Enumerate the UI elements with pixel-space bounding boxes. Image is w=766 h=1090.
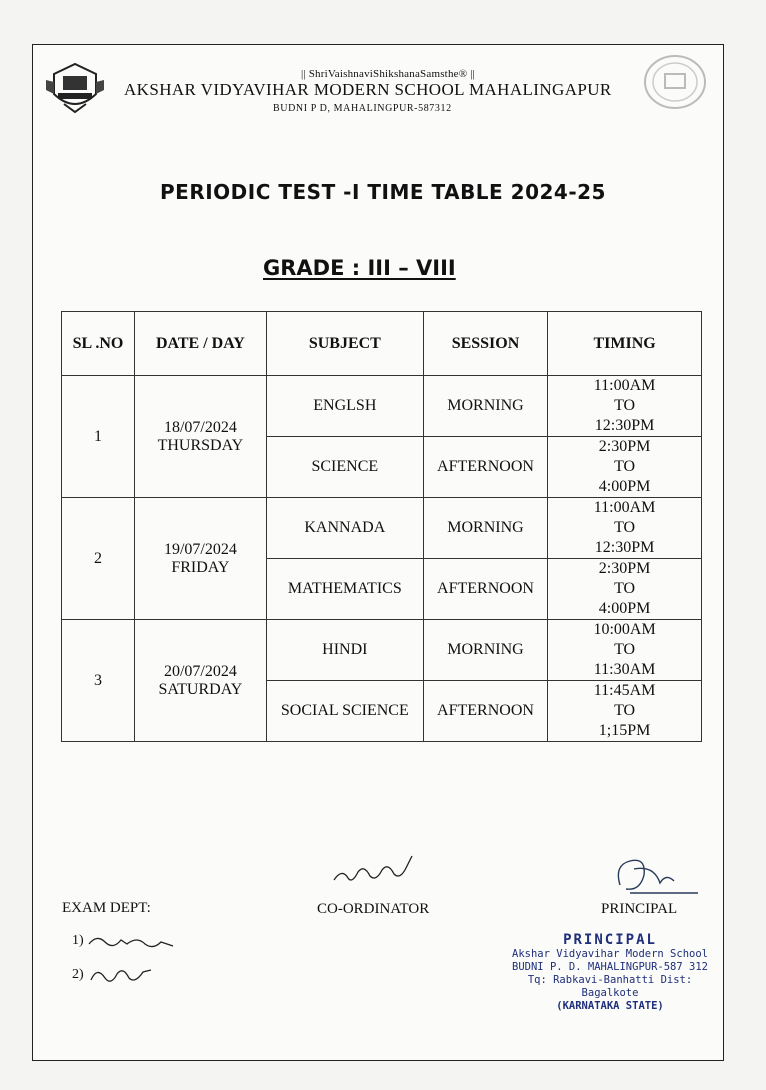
timing-cell <box>548 559 702 620</box>
school-name: AKSHAR VIDYAVIHAR MODERN SCHOOL MAHALINGAPUR <box>124 80 612 99</box>
time-to: 1;15PM <box>598 722 651 739</box>
subject-cell: MATHEMATICS <box>266 559 423 620</box>
subject-cell: HINDI <box>266 620 423 681</box>
timetable <box>61 311 702 742</box>
session-cell: MORNING <box>423 376 547 437</box>
time-to-word: TO <box>614 702 636 719</box>
time-from: 2:30PM <box>598 560 651 577</box>
principal-label: PRINCIPAL <box>601 901 678 917</box>
sig1-number: 1) <box>72 933 84 949</box>
table-row <box>62 620 702 681</box>
subject-cell: SCIENCE <box>266 437 423 498</box>
exam-signature-1 <box>72 930 182 956</box>
stamp-state: (KARNATAKA STATE) <box>556 1000 664 1012</box>
school-address: BUDNI P D, MAHALINGPUR-587312 <box>273 103 452 114</box>
time-to: 12:30PM <box>594 539 655 556</box>
date-day-cell <box>134 498 266 620</box>
date-text: 19/07/2024 <box>163 540 237 558</box>
stamp-address: BUDNI P. D. MAHALINGPUR-587 312 <box>512 961 708 973</box>
table-header-row <box>62 312 702 376</box>
grade-heading: GRADE : III – VIII <box>263 256 456 280</box>
session-cell: AFTERNOON <box>423 437 547 498</box>
day-text: SATURDAY <box>158 680 243 698</box>
time-from: 11:00AM <box>593 499 656 516</box>
time-to-word: TO <box>614 641 636 658</box>
col-header-session: SESSION <box>423 312 547 376</box>
sl-no-cell: 3 <box>62 620 135 742</box>
time-from: 11:45AM <box>593 682 656 699</box>
session-cell: AFTERNOON <box>423 681 547 742</box>
page-title: PERIODIC TEST -I TIME TABLE 2024-25 <box>160 180 606 204</box>
handwritten-signature-1 <box>87 930 177 952</box>
subject-cell: SOCIAL SCIENCE <box>266 681 423 742</box>
exam-signature-2 <box>72 962 182 992</box>
time-from: 2:30PM <box>598 438 651 455</box>
subject-cell: KANNADA <box>266 498 423 559</box>
col-header-subject: SUBJECT <box>266 312 423 376</box>
time-to-word: TO <box>614 458 636 475</box>
date-text: 18/07/2024 <box>163 418 237 436</box>
coordinator-label: CO-ORDINATOR <box>317 901 430 917</box>
sl-no-cell: 1 <box>62 376 135 498</box>
time-from: 10:00AM <box>593 621 656 638</box>
stamp-school: Akshar Vidyavihar Modern School <box>512 948 708 960</box>
date-text: 20/07/2024 <box>163 662 237 680</box>
timing-cell <box>548 620 702 681</box>
sig2-number: 2) <box>72 967 84 983</box>
session-cell: MORNING <box>423 498 547 559</box>
timing-cell <box>548 376 702 437</box>
timing-cell <box>548 681 702 742</box>
exam-dept-label: EXAM DEPT: <box>62 900 151 916</box>
time-to: 4:00PM <box>598 478 651 495</box>
table-row <box>62 376 702 437</box>
time-to-word: TO <box>614 519 636 536</box>
principal-signature <box>610 855 700 903</box>
sl-no-cell: 2 <box>62 498 135 620</box>
principal-stamp <box>505 932 715 1013</box>
time-to: 11:30AM <box>593 661 656 678</box>
watermark-seal-logo <box>640 52 710 112</box>
table-row <box>62 498 702 559</box>
coordinator-signature <box>330 850 420 890</box>
time-to-word: TO <box>614 397 636 414</box>
day-text: THURSDAY <box>157 436 244 454</box>
session-cell: AFTERNOON <box>423 559 547 620</box>
col-header-slno: SL .NO <box>62 312 135 376</box>
stamp-title: PRINCIPAL <box>563 932 657 948</box>
date-day-cell <box>134 620 266 742</box>
stamp-district: Tq: Rabkavi-Banhatti Dist: Bagalkote <box>527 974 693 999</box>
time-to: 4:00PM <box>598 600 651 617</box>
time-from: 11:00AM <box>593 377 656 394</box>
col-header-date: DATE / DAY <box>134 312 266 376</box>
timing-cell <box>548 498 702 559</box>
col-header-timing: TIMING <box>548 312 702 376</box>
time-to-word: TO <box>614 580 636 597</box>
session-cell: MORNING <box>423 620 547 681</box>
date-day-cell <box>134 376 266 498</box>
timing-cell <box>548 437 702 498</box>
trust-name: || ShriVaishnaviShikshanaSamsthe® || <box>300 68 476 80</box>
day-text: FRIDAY <box>171 558 230 576</box>
subject-cell: ENGLSH <box>266 376 423 437</box>
handwritten-signature-2 <box>87 962 177 988</box>
time-to: 12:30PM <box>594 417 655 434</box>
